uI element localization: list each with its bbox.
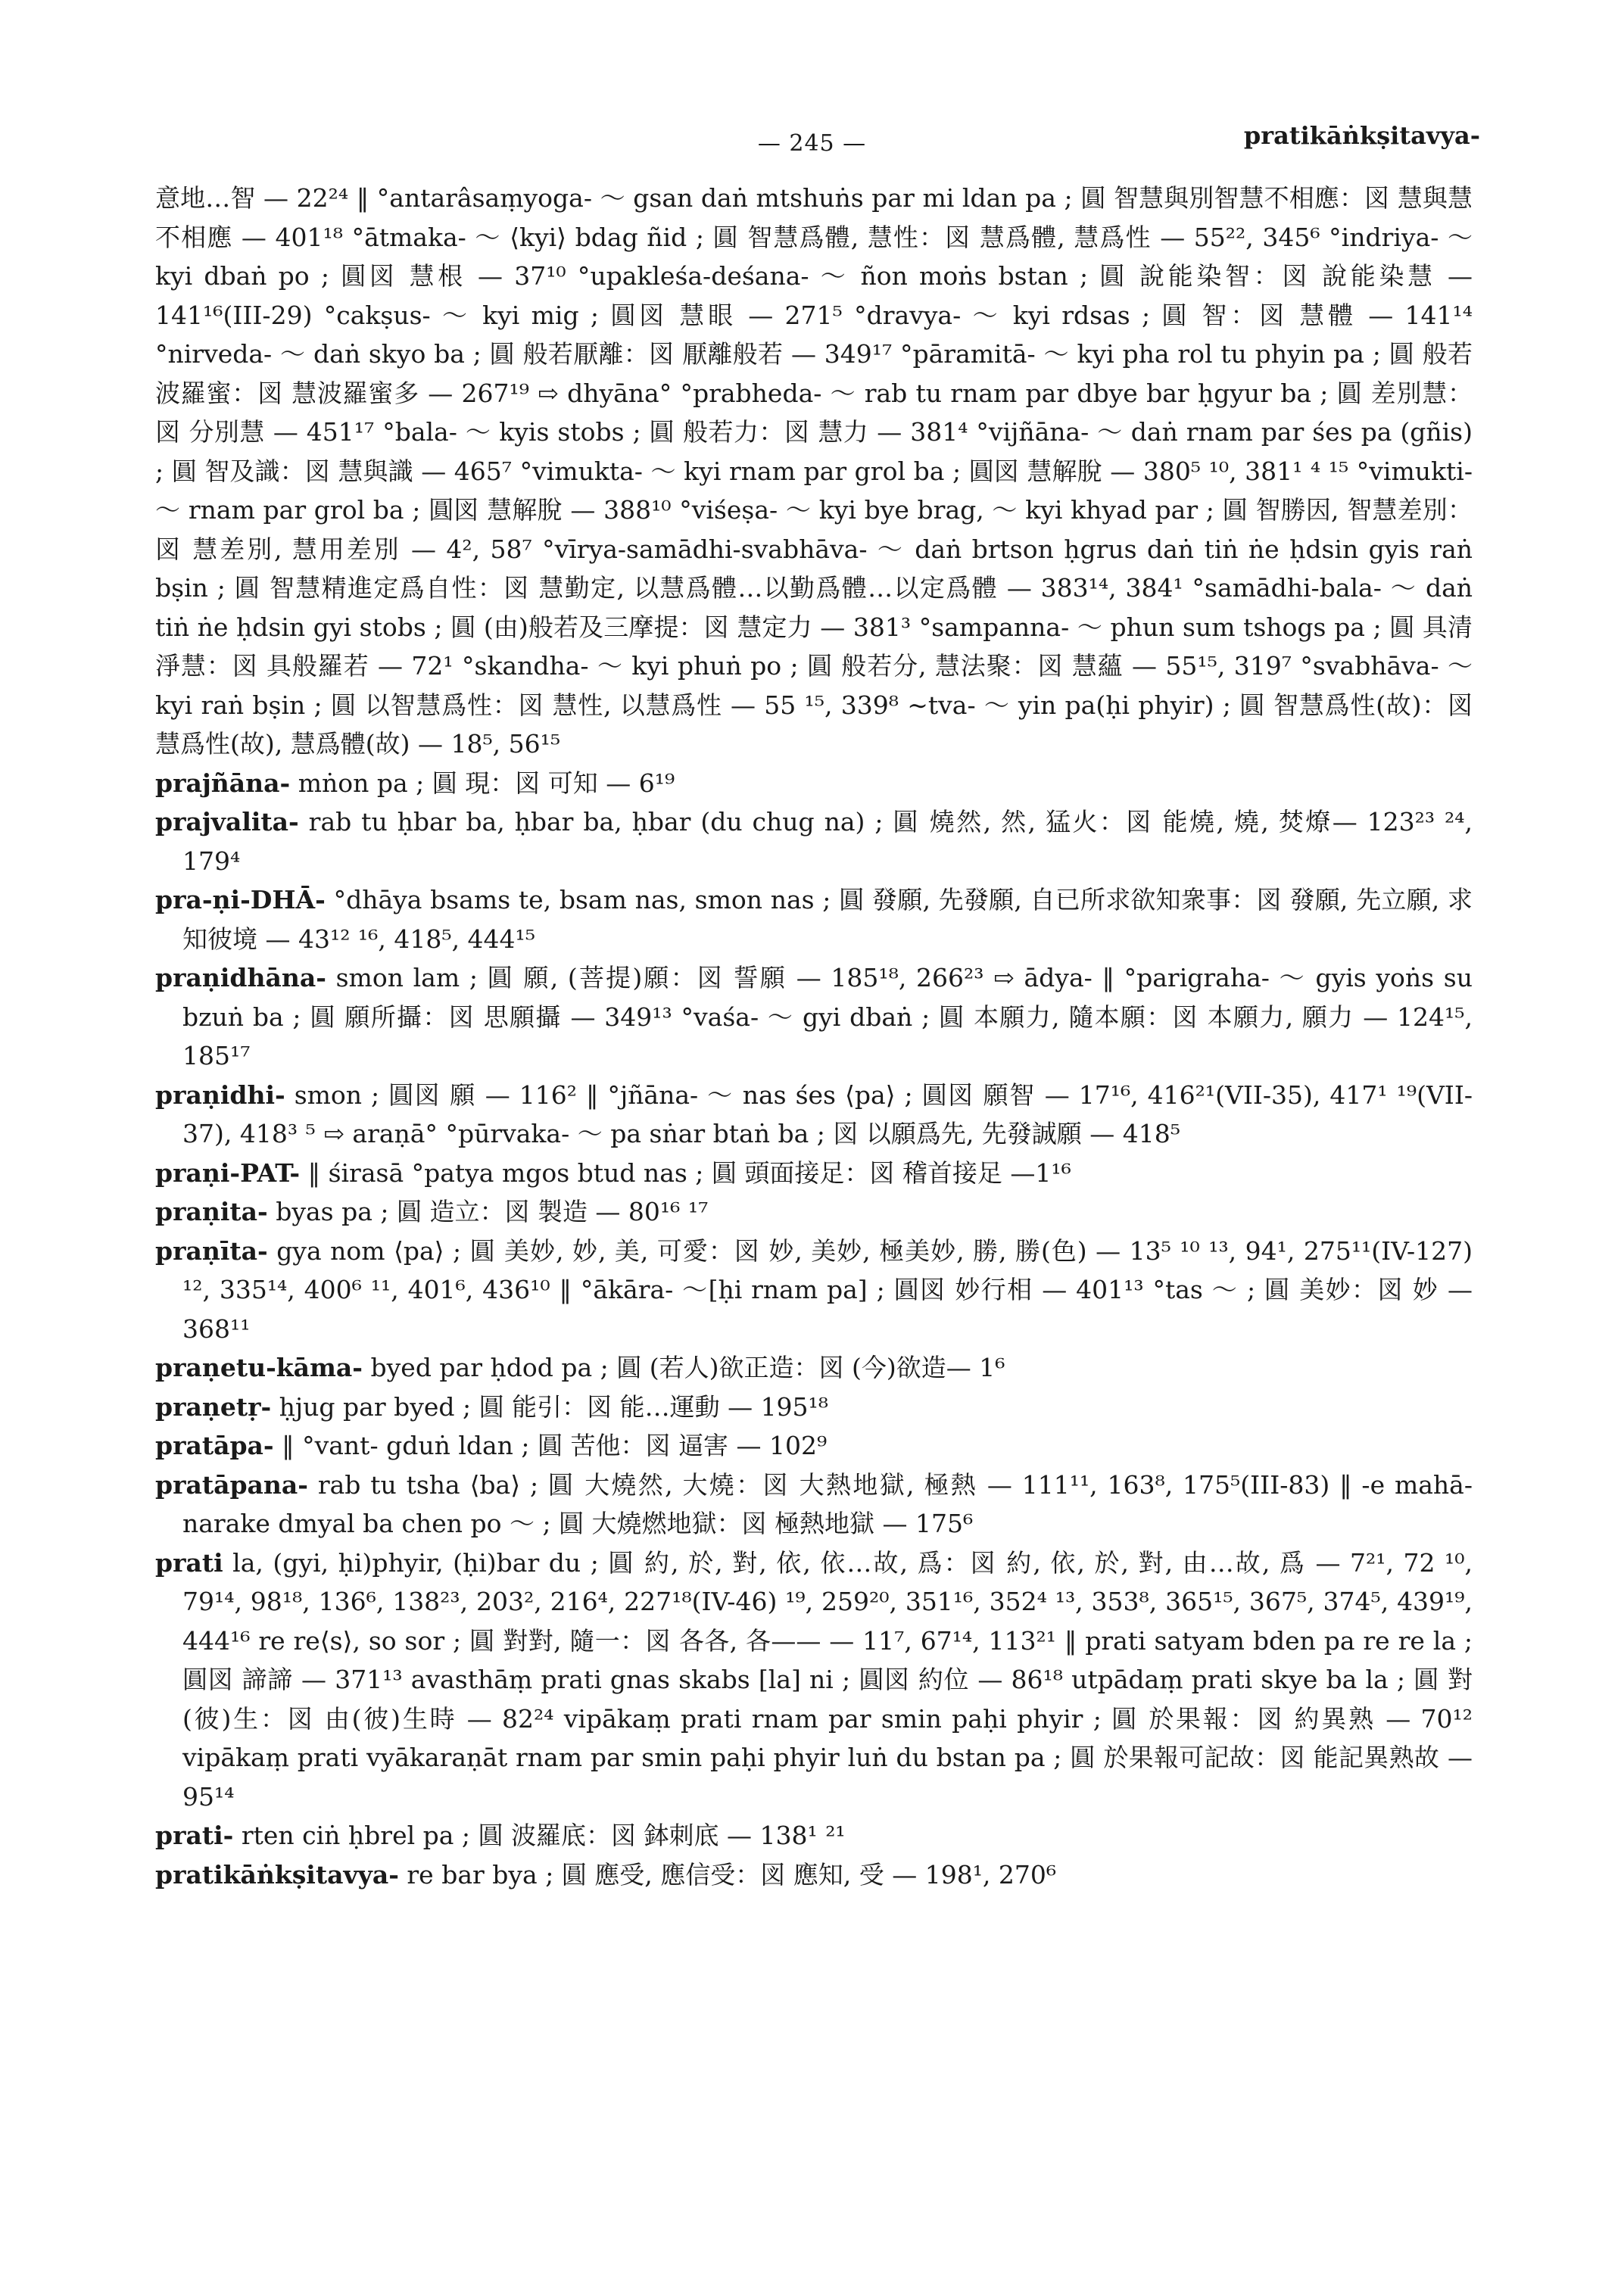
entry-pranita bbox=[155, 1192, 1473, 1232]
entry-text: rab tu ḥbar ba, ḥbar ba, ḥbar (du chug na) ; 圓 燒然, 然, 猛火：図 能燒, 燒, 焚燎— 123²³ ²⁴, 179⁴ bbox=[182, 807, 1473, 876]
entry-headword: prati bbox=[155, 1547, 223, 1578]
running-head: pratikāṅkṣitavya- bbox=[1243, 121, 1480, 150]
entry-headword: prati- bbox=[155, 1821, 234, 1850]
entry-headword: praṇetṛ- bbox=[155, 1391, 272, 1422]
entry-text: ‖ °vant- gduṅ ldan ; 圓 苦他：図 逼害 — 102⁹ bbox=[282, 1431, 828, 1460]
entry-text: byas pa ; 圓 造立：図 製造 — 80¹⁶ ¹⁷ bbox=[276, 1197, 709, 1226]
entry-pratapana bbox=[155, 1466, 1473, 1544]
entry-text: ḥjug par byed ; 圓 能引：図 能…運動 — 195¹⁸ bbox=[279, 1391, 829, 1422]
entry-text: °dhāya bsams te, bsam nas, smon nas ; 圓 發願, 先發願, 自已所求欲知衆事：図 發願, 先立願, 求知彼境 — 43¹² ¹⁶, 418⁵, 444¹⁵ bbox=[182, 885, 1473, 954]
entry-headword: praṇetu-kāma- bbox=[155, 1353, 363, 1382]
entry-prajnana bbox=[155, 764, 1473, 803]
entry-text: smon lam ; 圓 願, (菩提)願：図 誓願 — 185¹⁸, 266²³ ⇨ ādya- ‖ °parigraha- ～ gyis yoṅs su bzuṅ ba ; 圓 願所攝：図 思願攝 — 349¹³ °vaśa- ～ gyi dbaṅ ; 圓 本願力, 隨本願：図 本願力, 願力 — 124¹⁵, 185¹⁷ bbox=[182, 963, 1473, 1070]
entry-headword: pratāpa- bbox=[155, 1431, 274, 1460]
entry-headword: pratāpana- bbox=[155, 1469, 308, 1500]
entry-headword: prajñāna- bbox=[155, 768, 291, 798]
entry-headword: prajvalita- bbox=[155, 807, 299, 837]
entry-text: re bar bya ; 圓 應受, 應信受：図 應知, 受 — 198¹, 270⁶ bbox=[407, 1859, 1057, 1890]
dictionary-entries bbox=[155, 179, 1473, 1894]
entry-headword: praṇi-PAT- bbox=[155, 1157, 301, 1188]
entry-headword: pra-ṇi-DHĀ- bbox=[155, 885, 326, 914]
entry-text: smon ; 圓図 願 — 116² ‖ °jñāna- ～ nas śes ⟨pa⟩ ; 圓図 願智 — 17¹⁶, 416²¹(VII-35), 417¹ ¹⁹(VII-37), 418³ ⁵ ⇨ araṇā° °pūrvaka- ～ pa sṅar btaṅ ba ; 図 以願爲先, 先發誠願 — 418⁵ bbox=[182, 1080, 1473, 1148]
entry-headword: praṇidhi- bbox=[155, 1080, 285, 1110]
entry-continuation bbox=[155, 179, 1473, 764]
entry-text: byed par ḥdod pa ; 圓 (若人)欲正造：図 (今)欲造— 1⁶ bbox=[370, 1353, 1005, 1382]
entry-pratikanksitavya bbox=[155, 1855, 1473, 1895]
entry-text: rab tu tsha ⟨ba⟩ ; 圓 大燒然, 大燒：図 大熱地獄, 極熱 — 111¹¹, 163⁸, 175⁵(III-83) ‖ -e mahā-narake dmyal ba chen po ～ ; 圓 大燒燃地獄：図 極熱地獄 — 175⁶ bbox=[182, 1469, 1473, 1538]
entry-prajvalita bbox=[155, 802, 1473, 880]
entry-pranidhi bbox=[155, 1076, 1473, 1154]
entry-pranita-2 bbox=[155, 1232, 1473, 1349]
entry-pratapa bbox=[155, 1426, 1473, 1466]
entry-pra-ni-dha bbox=[155, 880, 1473, 958]
entry-text: mṅon pa ; 圓 現：図 可知 — 6¹⁹ bbox=[298, 768, 675, 798]
entry-text: 意地…智 — 22²⁴ ‖ °antarâsaṃyoga- ～ gsan daṅ mtshuṅs par mi ldan pa ; 圓 智慧與別智慧不相應：図 慧與慧不相應 — 401¹⁸ °ātmaka- ～ ⟨kyi⟩ bdag ñid ; 圓 智慧爲體, 慧性：図 慧爲體, 慧爲性 — 55²², 345⁶ °indriya- ～ kyi dbaṅ po ; 圓図 慧根 — 37¹⁰ °upakleśa-deśana- ～ ñon moṅs bstan ; 圓 說能染智：図 說能染慧 — 141¹⁶(III-29) °cakṣus- ～ kyi mig ; 圓図 慧眼 — 271⁵ °dravya- ～ kyi rdsas ; 圓 智：図 慧體 — 141¹⁴ °nirveda- ～ daṅ skyo ba ; 圓 般若厭離：図 厭離般若 — 349¹⁷ °pāramitā- ～ kyi pha rol tu phyin pa ; 圓 般若波羅蜜：図 慧波羅蜜多 — 267¹⁹ ⇨ dhyāna° °prabheda- ～ rab tu rnam par dbye bar ḥgyur ba ; 圓 差別慧：図 分別慧 — 451¹⁷ °bala- ～ kyis stobs ; 圓 般若力：図 慧力 — 381⁴ °vijñāna- ～ daṅ rnam par śes pa (gñis) ; 圓 智及識：図 慧與識 — 465⁷ °vimukta- ～ kyi rnam par grol ba ; 圓図 慧解脫 — 380⁵ ¹⁰, 381¹ ⁴ ¹⁵ °vimukti- ～ rnam par grol ba ; 圓図 慧解脫 — 388¹⁰ °viśeṣa- ～ kyi bye brag, ～ kyi khyad par ; 圓 智勝因, 智慧差別：図 慧差別, 慧用差別 — 4², 58⁷ °vīrya-samādhi-svabhāva- ～ daṅ brtson ḥgrus daṅ tiṅ ṅe ḥdsin gyis raṅ bṣin ; 圓 智慧精進定爲自性：図 慧勤定, 以慧爲體…以勤爲體…以定爲體 — 383¹⁴, 384¹ °samādhi-bala- ～ daṅ tiṅ ṅe ḥdsin gyi stobs ; 圓 (由)般若及三摩提：図 慧定力 — 381³ °sampanna- ～ phun sum tshogs pa ; 圓 具清淨慧：図 具般羅若 — 72¹ °skandha- ～ kyi phuṅ po ; 圓 般若分, 慧法聚：図 慧蘊 — 55¹⁵, 319⁷ °svabhāva- ～ kyi raṅ bṣin ; 圓 以智慧爲性：図 慧性, 以慧爲性 — 55 ¹⁵, 339⁸ ∼tva- ～ yin pa(ḥi phyir) ; 圓 智慧爲性(故)：図 慧爲性(故), 慧爲體(故) — 18⁵, 56¹⁵ bbox=[155, 183, 1473, 759]
page-number: — 245 — bbox=[757, 130, 867, 157]
entry-headword: praṇita- bbox=[155, 1197, 268, 1226]
entry-text: rten ciṅ ḥbrel pa ; 圓 波羅底：図 鉢刺底 — 138¹ ²¹ bbox=[241, 1821, 846, 1850]
entry-text: ‖ śirasā °patya mgos btud nas ; 圓 頭面接足：図 稽首接足 —1¹⁶ bbox=[307, 1157, 1071, 1188]
entry-pranidhana bbox=[155, 958, 1473, 1076]
entry-prati bbox=[155, 1544, 1473, 1817]
entry-headword: praṇidhāna- bbox=[155, 963, 326, 992]
entry-text: gya nom ⟨pa⟩ ; 圓 美妙, 妙, 美, 可愛：図 妙, 美妙, 極美妙, 勝, 勝(色) — 13⁵ ¹⁰ ¹³, 94¹, 275¹¹(IV-127) ¹², 335¹⁴, 400⁶ ¹¹, 401⁶, 436¹⁰ ‖ °ākāra- ～[ḥi rnam pa] ; 圓図 妙行相 — 401¹³ °tas ～ ; 圓 美妙：図 妙 — 368¹¹ bbox=[182, 1235, 1473, 1344]
entry-text: la, (gyi, ḥi)phyir, (ḥi)bar du ; 圓 約, 於, 對, 依, 依…故, 爲：図 約, 依, 於, 對, 由…故, 爲 — 7²¹, 72 ¹⁰, 79¹⁴, 98¹⁸, 136⁶, 138²³, 203², 216⁴, 227¹⁸(IV-46) ¹⁹, 259²⁰, 351¹⁶, 352⁴ ¹³, 353⁸, 365¹⁵, 367⁵, 374⁵, 439¹⁹, 444¹⁶ re re⟨s⟩, so sor ; 圓 對對, 隨一：図 各各, 各—— — 11⁷, 67¹⁴, 113²¹ ‖ prati satyam bden pa re re la ; 圓図 諦諦 — 371¹³ avasthāṃ prati gnas skabs [la] ni ; 圓図 約位 — 86¹⁸ utpādaṃ prati skye ba la ; 圓 對(彼)生：図 由(彼)生時 — 82²⁴ vipākaṃ prati rnam par smin paḥi phyir ; 圓 於果報：図 約異熟 — 70¹² vipākaṃ prati vyākaraṇāt rnam par smin paḥi phyir luṅ du bstan pa ; 圓 於果報可記故：図 能記異熟故 — 95¹⁴ bbox=[182, 1547, 1473, 1812]
entry-headword: pratikāṅkṣitavya- bbox=[155, 1859, 399, 1890]
entry-pranetr bbox=[155, 1388, 1473, 1427]
entry-pranetu-kama bbox=[155, 1348, 1473, 1388]
entry-prati-prefix bbox=[155, 1816, 1473, 1855]
entry-prani-pat bbox=[155, 1154, 1473, 1193]
entry-headword: praṇīta- bbox=[155, 1235, 268, 1266]
